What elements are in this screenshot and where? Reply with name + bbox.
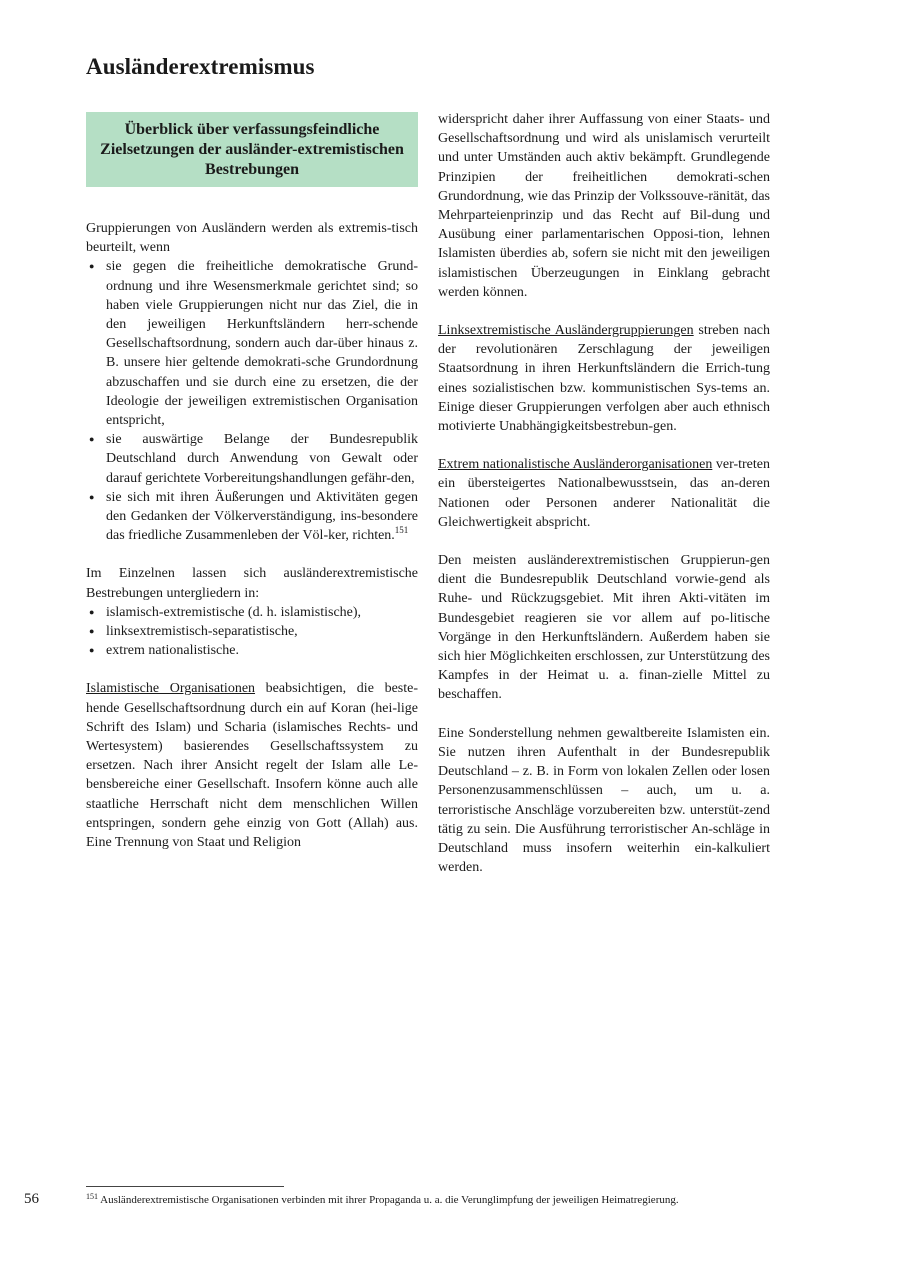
list-item: ● linksextremistisch-separatistische, — [86, 622, 418, 641]
subdivision-intro: Im Einzelnen lassen sich ausländerextremistische Bestrebungen untergliedern in: — [86, 566, 418, 601]
list-item: ● extrem nationalistische. — [86, 641, 418, 660]
criterion-text: sie sich mit ihren Äußerungen und Aktivitäten gegen den Gedanken der Völkerverständigung, ins-besondere das friedliche Zusammenleben der Völ-ker, richten. — [106, 489, 418, 544]
nationalist-text: ver-treten ein übersteigertes Nationalbewusstsein, das an-deren Nationen oder Personen anderer Nationalität die Gleichwertigkeit abspricht. — [438, 457, 770, 530]
left-wing-paragraph — [438, 321, 770, 436]
islamist-text: beabsichtigen, die beste-hende Gesellschaftsordnung durch ein auf Koran (hei-lige Schrift des Islam) und Scharia (islamisches Rechts- und Wertesystem) basierendes Gesellschaftssystem zu ersetzen. Nach ihrer Ansicht regelt der Islam alle Le-bensbereiche einer Gesellschaft. Insofern könne auch alle staatliche Herrschaft nicht dem menschlichen Willen entspringen, sondern gehe einzig von Gott (Allah) aus. Eine Trennung von Staat und Religion — [86, 681, 418, 851]
violent-islamists-paragraph: Eine Sonderstellung nehmen gewaltbereite Islamisten ein. Sie nutzen ihren Aufenthalt in der Bundesrepublik Deutschland – z. B. in Form von lokalen Zellen oder losen Personenzusammenschlüssen – auch, um u. a. terroristische Anschläge vorzubereiten bzw. unterstüt-zend tätig zu sein. Die Ausführung terroristischer An-schläge in Deutschland muss insofern weiterhin ein-kalkuliert werden. — [438, 725, 770, 876]
footnote-divider — [86, 1186, 284, 1187]
nationalist-term: Extrem nationalistische Ausländerorganisationen — [438, 457, 713, 473]
criteria-intro: Gruppierungen von Ausländern werden als extremis-tisch beurteilt, wenn — [86, 221, 418, 256]
islamist-paragraph — [86, 679, 418, 852]
criteria-list — [86, 257, 418, 545]
list-item: ● sie auswärtige Belange der Bundesrepublik Deutschland durch Anwendung von Gewalt oder darauf gerichtete Vorbereitungshandlungen gefähr-den, — [86, 430, 418, 488]
left-column — [86, 110, 418, 871]
footnote-number: 151 — [86, 1192, 98, 1201]
footnote-reference: 151 — [394, 525, 409, 536]
footnote — [86, 1193, 866, 1207]
list-item: ● sie gegen die freiheitliche demokratische Grund-ordnung und ihre Wesensmerkmale gerichtet sind; so haben viele Gruppierungen nicht nur das Ziel, die in den jeweiligen Herkunftsländern herr-schende Gesellschaftsordnung, sondern auch dar-über hinaus z. B. unsere hier geltende demokrati-sche Grundordnung abzuschaffen und sie durch eine zu ersetzen, die der Ideologie der jeweiligen extremistischen Organisation entspricht, — [86, 257, 418, 430]
overview-box-title: Überblick über verfassungsfeindliche Zielsetzungen der ausländer-extremistischen Bestrebungen — [100, 121, 404, 178]
right-column — [438, 110, 770, 896]
footnote-text: Ausländerextremistische Organisationen verbinden mit ihrer Propaganda u. a. die Verunglimpfung der jeweiligen Heimatregierung. — [100, 1194, 679, 1206]
nationalist-paragraph — [438, 455, 770, 532]
page-title: Ausländerextremismus — [86, 54, 315, 79]
islamist-term: Islamistische Organisationen — [86, 681, 256, 697]
islamist-paragraph-continued: widerspricht daher ihrer Auffassung von einer Staats- und Gesellschaftsordnung und wird als unislamisch verurteilt und unter Umständen auch aktiv bekämpft. Grundlegende Prinzipien der freiheitlichen demokrati-schen Grundordnung, wie das Prinzip der Volkssouve-ränität, das Mehrparteienprinzip und das Recht auf Bil-dung und Ausübung einer parlamentarischen Opposi-tion, lehnen Islamisten überdies ab, sofern sie nicht mit den jeweiligen islamistischen Überzeugungen in Einklang gebracht werden können. — [438, 112, 770, 300]
overview-box — [86, 112, 418, 187]
page-number: 56 — [24, 1191, 39, 1207]
list-item: ● islamisch-extremistische (d. h. islamistische), — [86, 603, 418, 622]
list-item — [86, 488, 418, 546]
germany-role-paragraph: Den meisten ausländerextremistischen Gruppierun-gen dient die Bundesrepublik Deutschland vorwie-gend als Ruhe- und Rückzugsgebiet. Mit ihren Akti-vitäten im Bundesgebiet reagieren sie vor allem auf po-litische Vorgänge in den Herkunftsländern. Außerdem haben sie sich hier Möglichkeiten erschlossen, zur Unterstützung des Kampfes in der Heimat u. a. finan-zielle Mittel zu beschaffen. — [438, 553, 770, 703]
left-wing-term: Linksextremistische Ausländergruppierungen — [438, 323, 694, 339]
left-wing-text: streben nach der revolutionären Zerschlagung der jeweiligen Staatsordnung in ihren Herkunftsländern die Errich-tung eines sozialistischen bzw. kommunistischen Sys-tems an. Einige dieser Gruppierungen verfolgen aber auch ethnisch motivierte Unabhängigkeitsbestrebun-gen. — [438, 323, 771, 435]
subdivision-list — [86, 603, 418, 661]
